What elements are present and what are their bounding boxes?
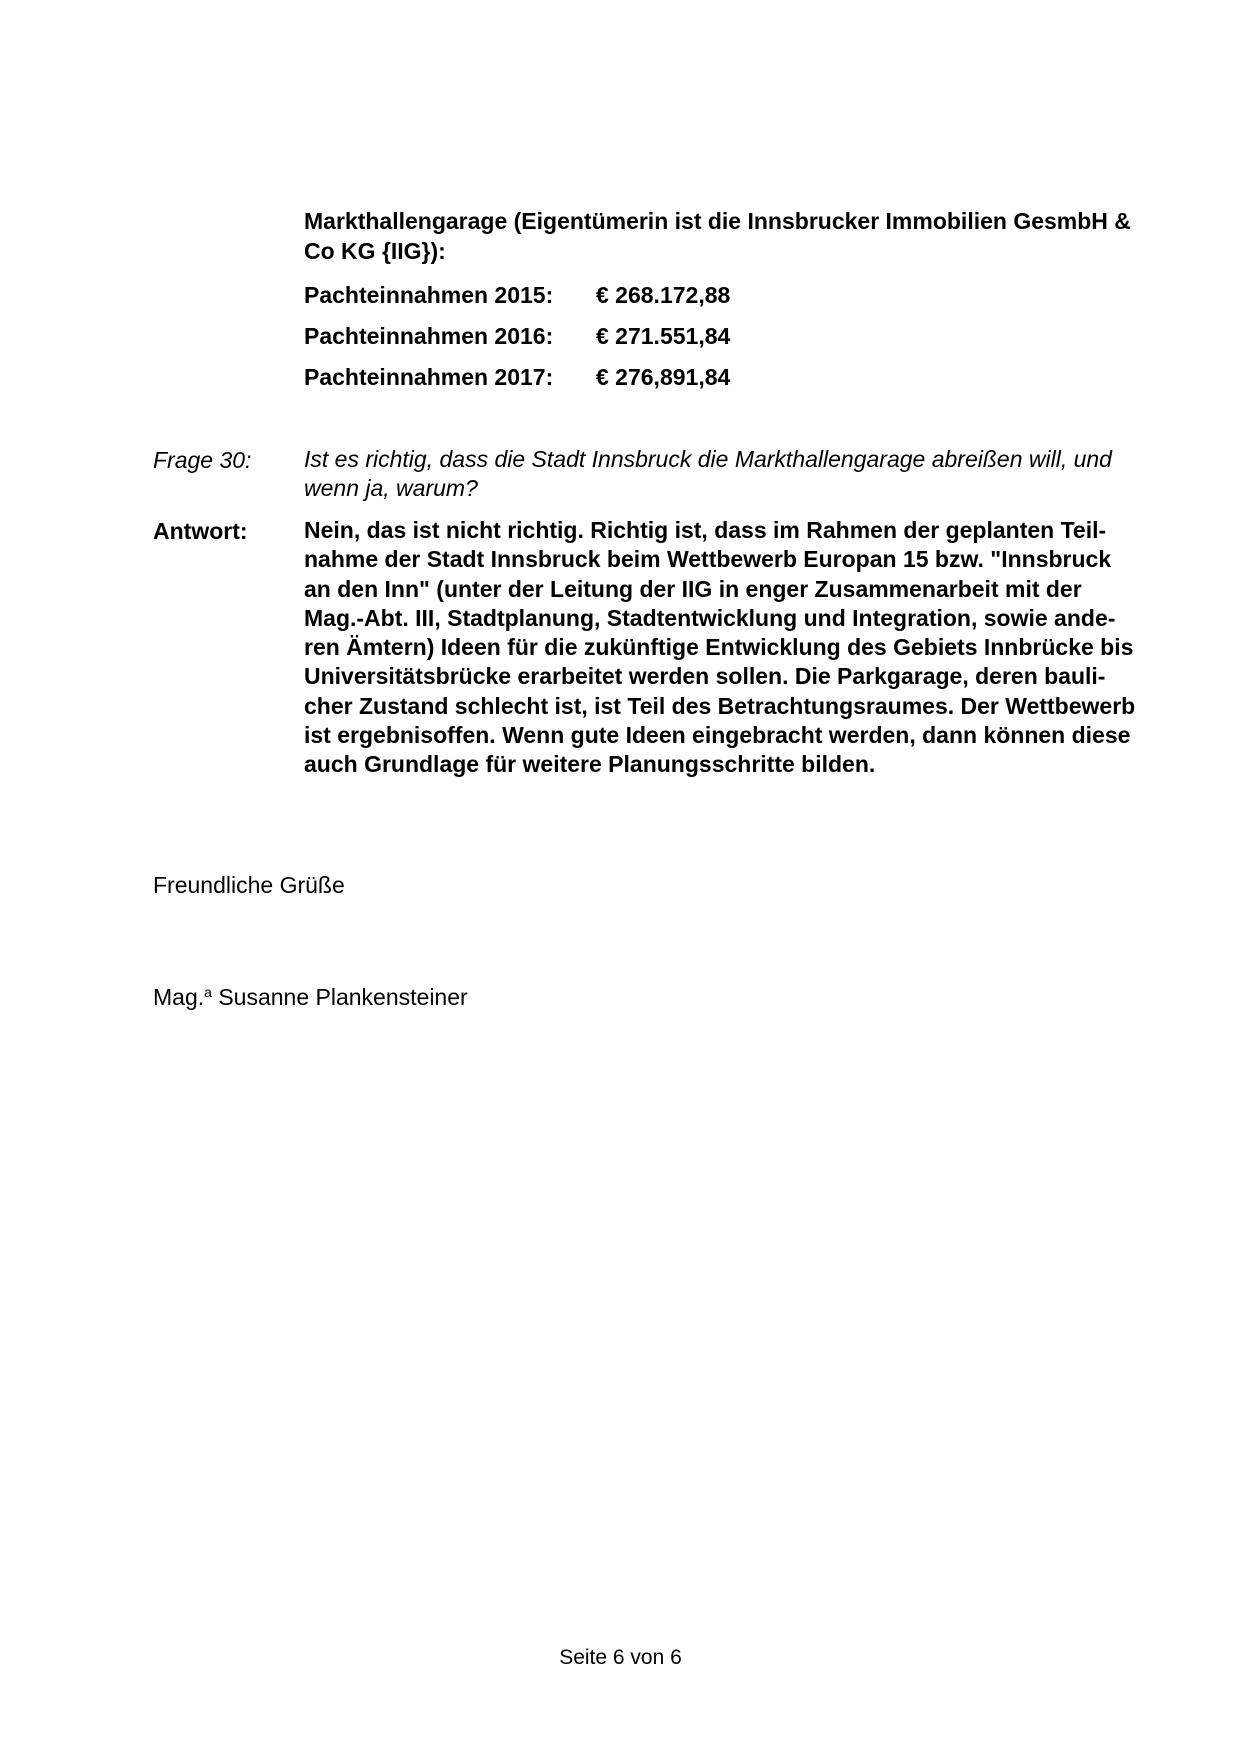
question-label: Frage 30:	[153, 447, 252, 473]
answer-line: Mag.-Abt. III, Stadtplanung, Stadtentwicklung und Integration, sowie ande-	[304, 604, 1116, 631]
answer-text	[304, 516, 1154, 780]
answer-line: Nein, das ist nicht richtig. Richtig ist, dass im Rahmen der geplanten Teil-	[304, 517, 1107, 543]
question-text: Ist es richtig, dass die Stadt Innsbruck die Markthallengarage abreißen will, und wenn ja, warum?	[304, 446, 1112, 501]
closing-greeting: Freundliche Grüße	[153, 872, 345, 898]
section-heading: Markthallengarage (Eigentümerin ist die Innsbrucker Immobilien GesmbH & Co KG {IIG}):	[304, 208, 1131, 264]
pachteinnahmen-value: € 271.551,84	[596, 323, 731, 349]
pachteinnahmen-label: Pachteinnahmen 2016:	[304, 323, 554, 349]
answer-line: Universitätsbrücke erarbeitet werden sollen. Die Parkgarage, deren bauli-	[304, 663, 1106, 690]
answer-line: cher Zustand schlecht ist, ist Teil des Betrachtungsraumes. Der Wettbewerb	[304, 692, 1136, 719]
signer-superscript: a	[204, 984, 212, 1000]
pachteinnahmen-label: Pachteinnahmen 2017:	[304, 364, 554, 390]
answer-line: auch Grundlage für weitere Planungsschritte bilden.	[304, 751, 876, 778]
signer-name: Susanne Plankensteiner	[218, 984, 468, 1010]
answer-line: ist ergebnisoffen. Wenn gute Ideen eingebracht werden, dann können diese	[304, 722, 1131, 749]
answer-line: nahme der Stadt Innsbruck beim Wettbewerb Europan 15 bzw. "Innsbruck	[304, 546, 1112, 573]
signer-prefix: Mag.	[153, 984, 205, 1010]
answer-line: ren Ämtern) Ideen für die zukünftige Entwicklung des Gebiets Innbrücke bis	[304, 634, 1134, 661]
answer-line: an den Inn" (unter der Leitung der IIG in enger Zusammenarbeit mit der	[304, 575, 1082, 602]
signature-name	[153, 982, 468, 1012]
pachteinnahmen-value: € 268.172,88	[596, 282, 731, 308]
answer-label: Antwort:	[153, 518, 248, 544]
page-number: Seite 6 von 6	[559, 1646, 682, 1669]
pachteinnahmen-value: € 276,891,84	[596, 364, 731, 390]
pachteinnahmen-label: Pachteinnahmen 2015:	[304, 282, 554, 308]
